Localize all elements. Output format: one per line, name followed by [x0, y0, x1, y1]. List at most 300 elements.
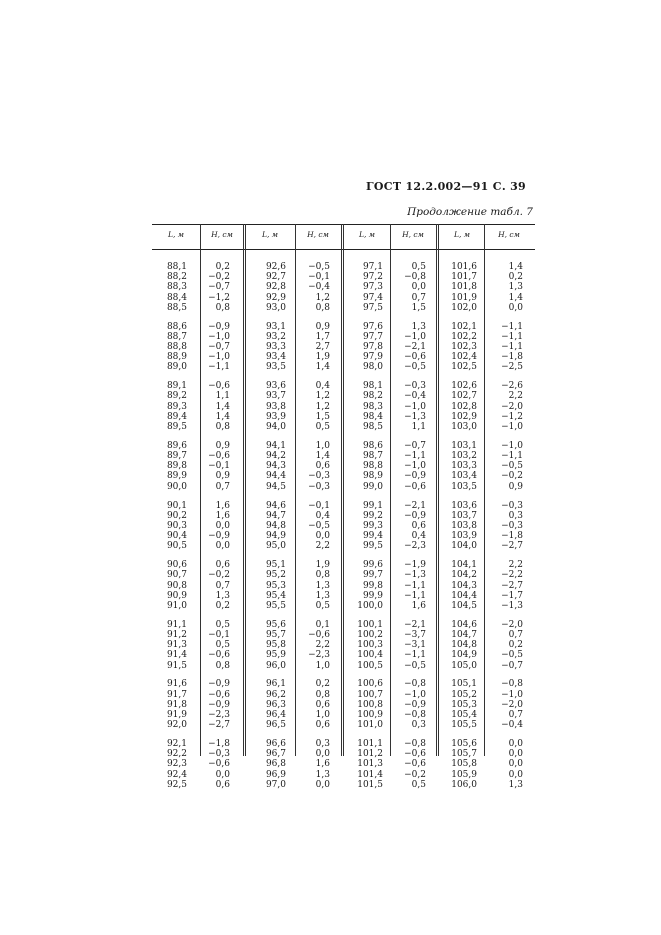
- table-cell: 97,9: [362, 352, 383, 363]
- row-group: [167, 560, 187, 611]
- table-cell: 0,0: [215, 769, 230, 780]
- table-cell: 96,0: [265, 660, 286, 671]
- row-group: [167, 381, 187, 432]
- table-cell: 96,2: [265, 689, 286, 700]
- table-cell: −0,6: [308, 629, 330, 640]
- table-cell: 90,0: [166, 481, 187, 492]
- table-cell: 100,1: [357, 619, 383, 630]
- row-group: [404, 501, 426, 552]
- column-divider: [484, 224, 485, 756]
- table-cell: 0,9: [315, 321, 330, 332]
- table-cell: 1,7: [315, 331, 330, 342]
- table-cell: 88,9: [166, 352, 187, 363]
- table-cell: 94,0: [265, 422, 286, 432]
- table-cell: 98,5: [362, 422, 383, 432]
- row-group: [167, 739, 187, 790]
- table-cell: 1,3: [215, 590, 230, 601]
- table-cell: 90,8: [166, 580, 187, 591]
- table-cell: 95,1: [265, 560, 286, 571]
- table-cell: 98,7: [362, 451, 383, 462]
- table-cell: 1,6: [215, 510, 230, 521]
- table-cell: 100,4: [357, 650, 383, 661]
- table-cell: 98,4: [362, 411, 383, 422]
- row-group: [451, 679, 477, 730]
- data-table: [152, 224, 535, 790]
- table-cell: 88,5: [166, 302, 187, 313]
- table-cell: 0,7: [215, 580, 230, 591]
- table-cell: 97,2: [362, 272, 383, 283]
- table-cell: 98,1: [362, 381, 383, 392]
- table-cell: 1,2: [315, 401, 330, 412]
- row-group: [404, 441, 426, 492]
- table-cell: 101,0: [357, 720, 383, 731]
- table-cell: 1,6: [215, 500, 230, 511]
- table-cell: −2,7: [208, 720, 230, 731]
- table-cell: 0,7: [508, 709, 523, 720]
- row-group: [208, 620, 230, 671]
- table-cell: 100,3: [357, 640, 383, 651]
- table-cell: 0,0: [215, 520, 230, 531]
- table-cell: 88,3: [166, 282, 187, 293]
- row-group: [208, 381, 230, 432]
- row-group: [451, 441, 477, 492]
- table-cell: 103,7: [451, 510, 477, 521]
- table-cell: 90,1: [166, 500, 187, 511]
- table-cell: 0,2: [508, 640, 523, 651]
- row-group: [404, 381, 426, 432]
- row-group: [308, 322, 330, 373]
- table-cell: 1,3: [315, 590, 330, 601]
- table-cell: 1,3: [411, 321, 426, 332]
- table-cell: 97,1: [362, 262, 383, 272]
- table-cell: −0,5: [308, 262, 330, 272]
- table-cell: −2,7: [501, 541, 523, 552]
- table-cell: −0,9: [208, 531, 230, 542]
- row-group: [266, 739, 286, 790]
- table-cell: 93,4: [265, 352, 286, 363]
- table-cell: 1,3: [508, 282, 523, 293]
- table-cell: 100,2: [357, 629, 383, 640]
- table-cell: −0,6: [404, 352, 426, 363]
- table-cell: −0,4: [501, 720, 523, 731]
- table-cell: −0,6: [208, 381, 230, 392]
- table-cell: −0,6: [404, 749, 426, 760]
- table-cell: 94,4: [265, 471, 286, 482]
- table-cell: −0,4: [308, 282, 330, 293]
- row-group: [208, 501, 230, 552]
- table-cell: 92,2: [166, 749, 187, 760]
- table-cell: 99,7: [362, 570, 383, 581]
- table-cell: 91,3: [166, 640, 187, 651]
- table-cell: 89,3: [166, 401, 187, 412]
- row-group: [404, 262, 426, 313]
- table-cell: −0,6: [208, 759, 230, 770]
- table-cell: 1,0: [315, 660, 330, 671]
- table-cell: 92,8: [265, 282, 286, 293]
- row-group: [357, 381, 383, 432]
- table-cell: 88,4: [166, 292, 187, 303]
- table-cell: −1,0: [404, 461, 426, 472]
- table-cell: 0,0: [508, 759, 523, 770]
- table-cell: −2,6: [501, 381, 523, 392]
- table-cell: 102,7: [451, 391, 477, 402]
- column-divider: [295, 224, 296, 756]
- column-divider: [390, 224, 391, 756]
- table-cell: 93,5: [265, 362, 286, 373]
- table-cell: 1,4: [508, 292, 523, 303]
- table-cell: 91,1: [166, 619, 187, 630]
- table-cell: −0,1: [208, 629, 230, 640]
- table-cell: 0,7: [411, 292, 426, 303]
- col-h4: [501, 262, 523, 799]
- table-continuation-caption: Продолжение табл. 7: [407, 206, 533, 218]
- table-cell: −1,3: [404, 570, 426, 581]
- table-cell: 1,4: [315, 451, 330, 462]
- table-cell: 98,8: [362, 461, 383, 472]
- column-divider: [200, 224, 201, 756]
- table-cell: 104,9: [451, 650, 477, 661]
- table-cell: −2,3: [404, 541, 426, 552]
- table-cell: −0,9: [404, 510, 426, 521]
- table-cell: 0,5: [215, 640, 230, 651]
- row-group: [357, 322, 383, 373]
- table-cell: −3,7: [404, 629, 426, 640]
- table-cell: −1,1: [404, 590, 426, 601]
- table-cell: 101,1: [357, 739, 383, 749]
- table-cell: 89,7: [166, 451, 187, 462]
- row-group: [266, 679, 286, 730]
- table-cell: 1,2: [315, 292, 330, 303]
- table-cell: −0,2: [208, 570, 230, 581]
- table-cell: −0,3: [308, 471, 330, 482]
- row-group: [501, 679, 523, 730]
- row-group: [266, 322, 286, 373]
- table-cell: 93,3: [265, 342, 286, 352]
- table-cell: −1,8: [208, 739, 230, 749]
- col-h2: [308, 262, 330, 799]
- table-cell: 95,0: [265, 541, 286, 552]
- table-cell: 92,9: [265, 292, 286, 303]
- table-cell: 100,6: [357, 679, 383, 690]
- table-cell: 0,3: [508, 510, 523, 521]
- table-cell: 101,5: [357, 779, 383, 790]
- table-cell: 97,8: [362, 342, 383, 352]
- row-group: [451, 739, 477, 790]
- row-group: [266, 441, 286, 492]
- row-group: [167, 262, 187, 313]
- table-cell: −1,2: [208, 292, 230, 303]
- table-cell: 88,2: [166, 272, 187, 283]
- table-cell: −0,5: [308, 520, 330, 531]
- table-cell: 91,5: [166, 660, 187, 671]
- table-cell: 91,4: [166, 650, 187, 661]
- table-cell: −3,1: [404, 640, 426, 651]
- table-cell: 0,2: [508, 272, 523, 283]
- table-cell: −1,0: [208, 352, 230, 363]
- table-cell: 103,3: [451, 461, 477, 472]
- row-group: [357, 620, 383, 671]
- table-cell: 102,5: [451, 362, 477, 373]
- table-cell: 0,3: [411, 720, 426, 731]
- table-cell: 95,5: [265, 600, 286, 611]
- table-cell: −2,3: [308, 650, 330, 661]
- table-cell: −0,1: [308, 500, 330, 511]
- table-cell: 0,5: [315, 422, 330, 432]
- table-cell: 88,6: [166, 321, 187, 332]
- page-header: ГОСТ 12.2.002—91 С. 39: [366, 180, 526, 193]
- table-cell: 89,8: [166, 461, 187, 472]
- table-cell: −0,9: [404, 699, 426, 710]
- row-group: [451, 322, 477, 373]
- table-cell: −0,3: [308, 481, 330, 492]
- table-cell: −0,6: [404, 481, 426, 492]
- table-cell: 103,2: [451, 451, 477, 462]
- table-cell: −1,8: [501, 531, 523, 542]
- row-group: [167, 441, 187, 492]
- table-cell: 89,1: [166, 381, 187, 392]
- table-cell: 94,9: [265, 531, 286, 542]
- table-cell: 99,1: [362, 500, 383, 511]
- table-cell: 103,9: [451, 531, 477, 542]
- row-group: [308, 739, 330, 790]
- table-cell: 0,8: [315, 302, 330, 313]
- table-cell: −0,8: [404, 679, 426, 690]
- table-cell: 0,0: [215, 541, 230, 552]
- table-cell: 95,9: [265, 650, 286, 661]
- table-cell: 96,7: [265, 749, 286, 760]
- table-cell: −2,7: [501, 580, 523, 591]
- table-cell: −1,1: [404, 650, 426, 661]
- table-cell: 94,7: [265, 510, 286, 521]
- table-cell: 1,0: [315, 440, 330, 451]
- table-cell: 93,1: [265, 321, 286, 332]
- row-group: [501, 560, 523, 611]
- table-cell: 0,0: [508, 302, 523, 313]
- row-group: [208, 441, 230, 492]
- table-cell: −0,6: [404, 759, 426, 770]
- table-cell: 97,3: [362, 282, 383, 293]
- table-cell: 88,8: [166, 342, 187, 352]
- table-cell: 0,5: [215, 619, 230, 630]
- table-cell: 2,2: [508, 560, 523, 571]
- table-cell: 93,0: [265, 302, 286, 313]
- table-cell: 92,1: [166, 739, 187, 749]
- table-cell: 101,4: [357, 769, 383, 780]
- table-cell: 1,6: [411, 600, 426, 611]
- table-cell: 0,0: [315, 749, 330, 760]
- table-cell: 104,5: [451, 600, 477, 611]
- row-group: [451, 560, 477, 611]
- row-group: [357, 739, 383, 790]
- table-cell: −0,9: [404, 471, 426, 482]
- row-group: [167, 501, 187, 552]
- table-cell: 1,5: [411, 302, 426, 313]
- table-cell: 0,5: [315, 600, 330, 611]
- table-cell: 105,8: [451, 759, 477, 770]
- table-cell: 0,0: [315, 531, 330, 542]
- table-cell: −0,9: [208, 679, 230, 690]
- table-cell: −0,2: [501, 471, 523, 482]
- table-cell: 96,6: [265, 739, 286, 749]
- table-cell: 101,6: [451, 262, 477, 272]
- table-cell: 0,4: [411, 531, 426, 542]
- table-cell: −1,1: [404, 580, 426, 591]
- table-cell: 104,1: [451, 560, 477, 571]
- table-cell: 97,7: [362, 331, 383, 342]
- table-cell: 103,1: [451, 440, 477, 451]
- table-cell: 95,3: [265, 580, 286, 591]
- table-cell: 93,6: [265, 381, 286, 392]
- table-cell: 0,6: [215, 779, 230, 790]
- row-group: [451, 262, 477, 313]
- table-cell: 104,6: [451, 619, 477, 630]
- table-cell: −0,9: [208, 321, 230, 332]
- table-cell: 90,9: [166, 590, 187, 601]
- table-cell: −0,3: [501, 500, 523, 511]
- table-cell: 2,2: [315, 640, 330, 651]
- row-group: [167, 679, 187, 730]
- table-cell: −0,9: [208, 699, 230, 710]
- table-cell: −0,6: [208, 689, 230, 700]
- table-cell: 96,4: [265, 709, 286, 720]
- table-cell: 1,1: [411, 422, 426, 432]
- row-group: [208, 262, 230, 313]
- table-cell: 96,1: [265, 679, 286, 690]
- row-group: [266, 501, 286, 552]
- table-cell: 96,8: [265, 759, 286, 770]
- table-cell: 92,6: [265, 262, 286, 272]
- table-cell: 0,9: [508, 481, 523, 492]
- table-cell: 93,8: [265, 401, 286, 412]
- col-header-h2: H, см: [307, 230, 329, 239]
- table-cell: 2,2: [315, 541, 330, 552]
- table-cell: 91,0: [166, 600, 187, 611]
- row-group: [308, 501, 330, 552]
- table-cell: 0,0: [508, 739, 523, 749]
- table-cell: 99,6: [362, 560, 383, 571]
- table-cell: 100,0: [357, 600, 383, 611]
- table-cell: 99,8: [362, 580, 383, 591]
- row-group: [308, 441, 330, 492]
- table-cell: 105,5: [451, 720, 477, 731]
- col-header-l1: L, м: [168, 230, 184, 239]
- table-cell: −0,7: [208, 342, 230, 352]
- table-cell: 100,8: [357, 699, 383, 710]
- row-group: [308, 620, 330, 671]
- table-cell: 102,4: [451, 352, 477, 363]
- table-cell: 99,5: [362, 541, 383, 552]
- row-group: [357, 560, 383, 611]
- table-cell: 105,1: [451, 679, 477, 690]
- table-cell: 105,9: [451, 769, 477, 780]
- table-cell: 89,4: [166, 411, 187, 422]
- table-cell: 102,0: [451, 302, 477, 313]
- table-cell: 105,6: [451, 739, 477, 749]
- table-cell: 96,3: [265, 699, 286, 710]
- table-cell: 0,9: [215, 440, 230, 451]
- table-cell: 97,6: [362, 321, 383, 332]
- table-cell: 1,1: [215, 391, 230, 402]
- row-group: [451, 501, 477, 552]
- table-cell: 1,0: [315, 709, 330, 720]
- row-group: [308, 560, 330, 611]
- table-cell: 104,3: [451, 580, 477, 591]
- col-l2: [266, 262, 286, 799]
- table-cell: 103,5: [451, 481, 477, 492]
- table-cell: 89,2: [166, 391, 187, 402]
- table-cell: 96,9: [265, 769, 286, 780]
- col-header-h4: H, см: [498, 230, 520, 239]
- table-cell: 95,2: [265, 570, 286, 581]
- table-cell: −2,3: [208, 709, 230, 720]
- table-cell: 91,2: [166, 629, 187, 640]
- table-cell: 99,2: [362, 510, 383, 521]
- table-cell: 103,4: [451, 471, 477, 482]
- table-cell: 101,9: [451, 292, 477, 303]
- table-cell: −1,2: [501, 411, 523, 422]
- table-cell: 105,3: [451, 699, 477, 710]
- table-cell: −1,1: [501, 331, 523, 342]
- table-cell: 93,2: [265, 331, 286, 342]
- table-cell: 0,7: [215, 481, 230, 492]
- row-group: [357, 501, 383, 552]
- row-group: [501, 262, 523, 313]
- row-group: [404, 679, 426, 730]
- table-cell: 0,6: [315, 699, 330, 710]
- table-cell: −1,3: [404, 411, 426, 422]
- table-cell: 0,0: [508, 769, 523, 780]
- table-cell: 89,0: [166, 362, 187, 373]
- table-cell: 88,7: [166, 331, 187, 342]
- table-cell: 95,6: [265, 619, 286, 630]
- col-h1: [208, 262, 230, 799]
- table-cell: −0,5: [404, 362, 426, 373]
- table-cell: −0,5: [404, 660, 426, 671]
- table-cell: 1,5: [315, 411, 330, 422]
- table-cell: 104,0: [451, 541, 477, 552]
- table-cell: 94,6: [265, 500, 286, 511]
- col-h3: [404, 262, 426, 799]
- table-cell: 89,5: [166, 422, 187, 432]
- table-cell: −2,0: [501, 699, 523, 710]
- table-cell: 1,9: [315, 352, 330, 363]
- table-cell: 105,7: [451, 749, 477, 760]
- row-group: [501, 322, 523, 373]
- table-cell: 102,6: [451, 381, 477, 392]
- table-cell: −0,7: [501, 660, 523, 671]
- table-cell: 94,2: [265, 451, 286, 462]
- row-group: [167, 322, 187, 373]
- table-cell: 0,3: [315, 739, 330, 749]
- table-cell: 90,6: [166, 560, 187, 571]
- table-cell: 94,5: [265, 481, 286, 492]
- table-cell: 103,6: [451, 500, 477, 511]
- pair-divider: [243, 224, 246, 756]
- table-cell: −0,3: [501, 520, 523, 531]
- table-cell: 1,3: [315, 769, 330, 780]
- table-cell: −0,6: [208, 650, 230, 661]
- table-cell: 0,8: [315, 689, 330, 700]
- table-cell: 96,5: [265, 720, 286, 731]
- pair-divider: [341, 224, 344, 756]
- table-cell: −0,8: [404, 272, 426, 283]
- table-cell: 102,3: [451, 342, 477, 352]
- table-cell: −2,1: [404, 342, 426, 352]
- table-cell: 93,9: [265, 411, 286, 422]
- table-cell: 1,4: [508, 262, 523, 272]
- row-group: [208, 679, 230, 730]
- table-cell: 91,8: [166, 699, 187, 710]
